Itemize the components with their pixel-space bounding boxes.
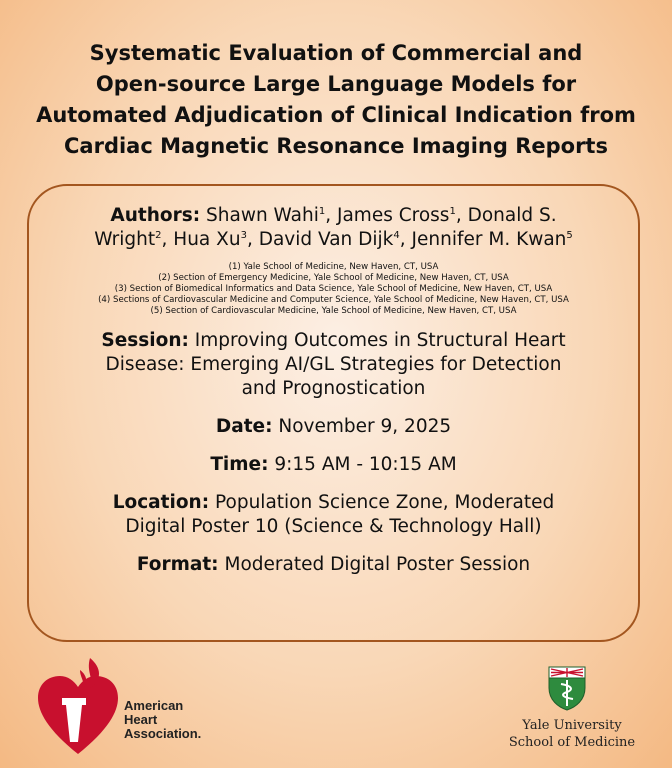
yale-wordmark <box>478 717 666 751</box>
aha-wordmark-line: Heart <box>124 712 158 727</box>
format-label: Format: <box>136 554 219 575</box>
authors-block <box>29 204 638 252</box>
author-affiliation-number: 1 <box>318 205 326 217</box>
time-block <box>29 453 638 477</box>
location-text: Digital Poster 10 (Science & Technology Hall) <box>125 516 542 537</box>
yale-wordmark-line: School of Medicine <box>508 735 636 750</box>
author-affiliation-number: 4 <box>393 229 400 241</box>
author-affiliation-number: 2 <box>155 229 162 241</box>
session-block <box>29 329 638 401</box>
author-affiliation-number: 3 <box>240 229 247 241</box>
location-text: Population Science Zone, Moderated <box>215 492 555 513</box>
poster-title <box>20 38 652 162</box>
heart-torch-icon <box>38 658 118 754</box>
author-name: Shawn Wahi <box>206 205 319 226</box>
authors-line-2: Wright$^2$, Hua Xu$^3$, David Van Dijk$^4$, Jennifer M. Kwan$^5$ <box>94 229 573 250</box>
details-card <box>27 184 640 642</box>
affiliation-item: (5) Section of Cardiovascular Medicine, Yale School of Medicine, New Haven, CT, USA <box>150 306 517 316</box>
title-line: Automated Adjudication of Clinical Indication from <box>36 103 636 127</box>
aha-wordmark-line: American <box>124 698 184 713</box>
date-value: November 9, 2025 <box>278 416 452 437</box>
session-text: and Prognostication <box>241 378 426 399</box>
author-name: David Van Dijk <box>258 229 394 250</box>
title-line: Open-source Large Language Models for <box>95 72 577 96</box>
affiliation-item: (4) Sections of Cardiovascular Medicine and Computer Science, Yale School of Medicine, New Haven, CT, USA <box>98 295 569 305</box>
affiliations-list <box>29 262 638 317</box>
location-line-1 <box>29 491 638 515</box>
session-line-1 <box>29 329 638 353</box>
aha-wordmark-line: Association. <box>124 726 202 741</box>
author-name: Donald S. <box>467 205 557 226</box>
format-block <box>29 553 638 577</box>
title-line: Systematic Evaluation of Commercial and <box>89 41 583 65</box>
title-line: Cardiac Magnetic Resonance Imaging Reports <box>64 134 608 158</box>
authors-label: Authors: <box>110 205 201 226</box>
author-affiliation-number: 1 <box>449 205 456 217</box>
author-name: James Cross <box>337 205 450 226</box>
time-label: Time: <box>210 454 269 475</box>
session-text: Disease: Emerging AI/GL Strategies for Detection <box>105 354 562 375</box>
location-label: Location: <box>112 492 210 513</box>
authors-line-1: Authors: Shawn Wahi$^1$, James Cross$^1$, Donald S. <box>110 205 557 226</box>
affiliation-item: (2) Section of Emergency Medicine, Yale School of Medicine, New Haven, CT, USA <box>158 273 509 283</box>
author-name: Jennifer M. Kwan <box>411 229 567 250</box>
affiliation-item: (3) Section of Biomedical Informatics and Data Science, Yale School of Medicine, New Haven, CT, USA <box>114 284 553 294</box>
date-block <box>29 415 638 439</box>
yale-shield-icon <box>546 664 588 712</box>
session-label: Session: <box>101 330 189 351</box>
author-name: Wright <box>94 229 156 250</box>
date-label: Date: <box>215 416 273 437</box>
location-block <box>29 491 638 539</box>
author-affiliation-number: 5 <box>566 229 573 241</box>
time-value: 9:15 AM - 10:15 AM <box>274 454 457 475</box>
aha-wordmark <box>124 699 201 741</box>
format-value: Moderated Digital Poster Session <box>224 554 531 575</box>
author-name: Hua Xu <box>173 229 241 250</box>
affiliation-item: (1) Yale School of Medicine, New Haven, CT, USA <box>228 262 439 272</box>
session-text: Improving Outcomes in Structural Heart <box>194 330 566 351</box>
yale-wordmark-line: Yale University <box>522 718 622 733</box>
